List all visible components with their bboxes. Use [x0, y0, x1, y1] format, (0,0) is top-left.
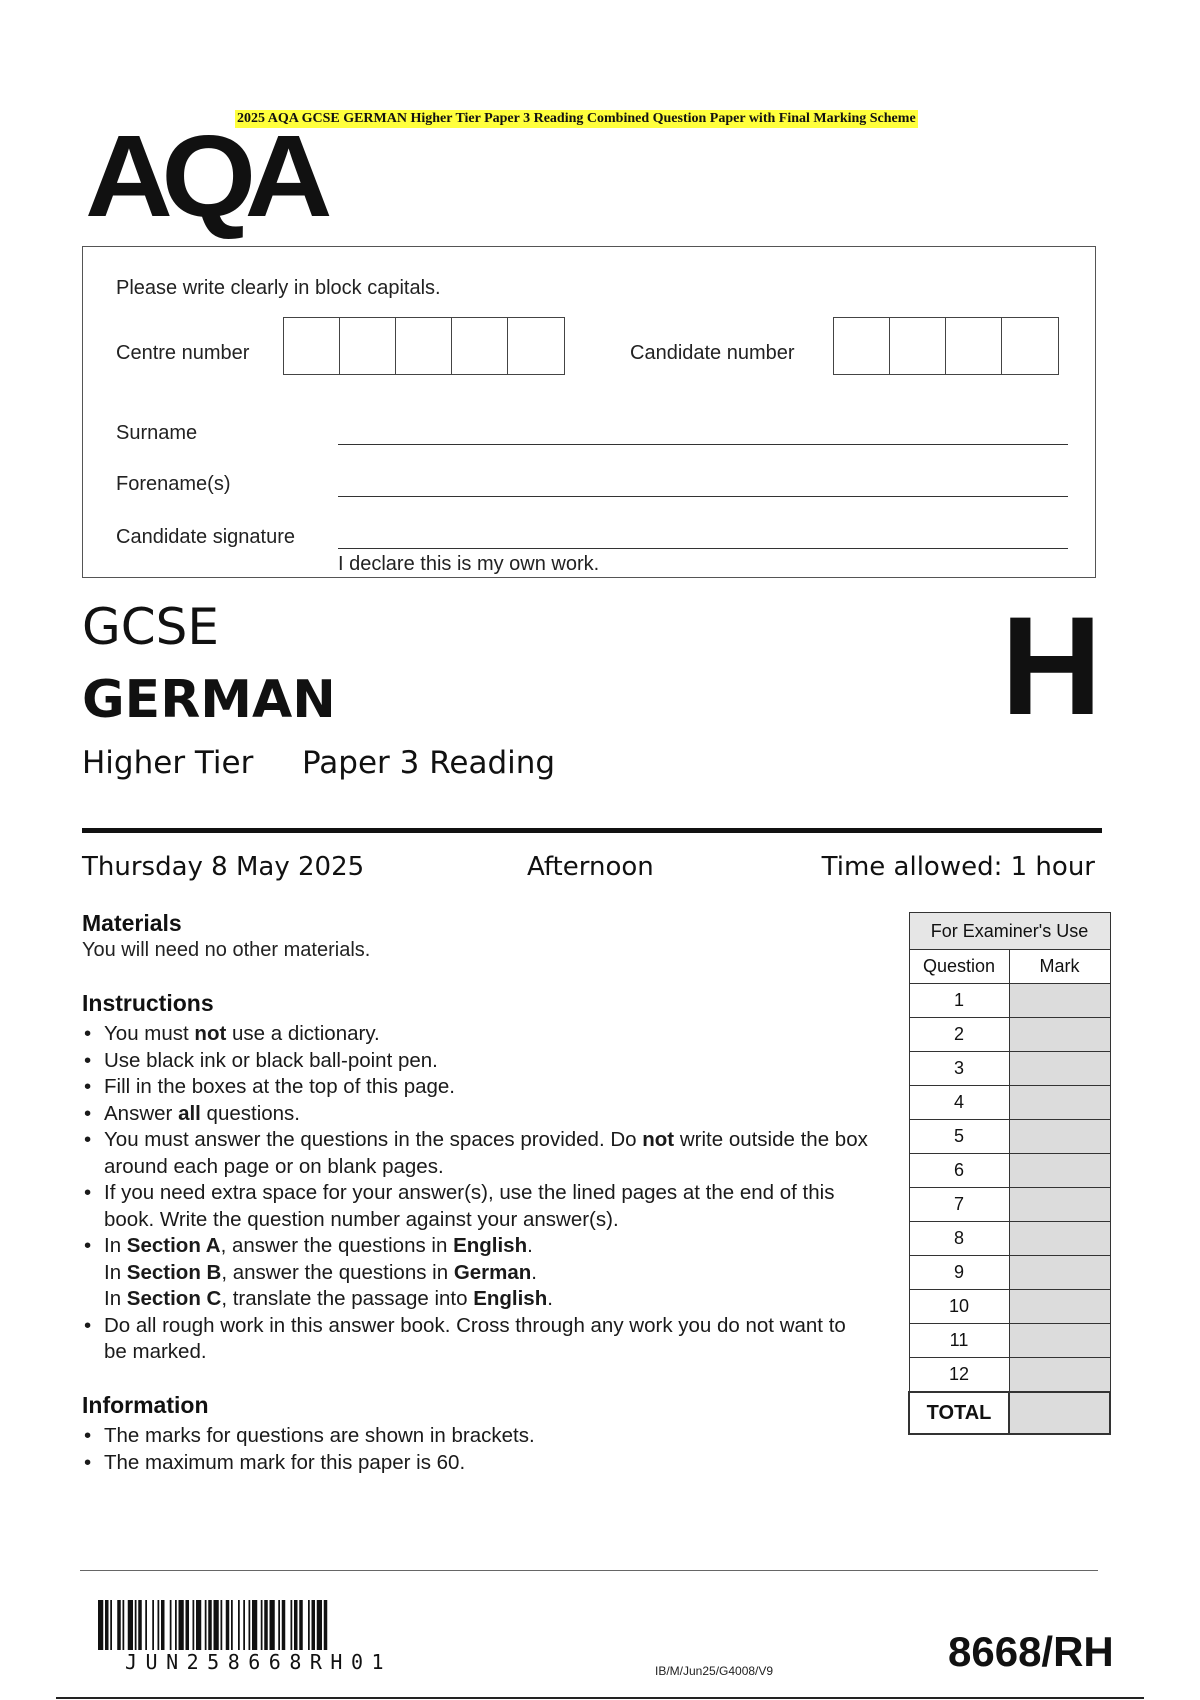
- tier-label: Higher Tier: [82, 745, 254, 781]
- mark-cell[interactable]: [1009, 1324, 1110, 1358]
- list-item: [82, 1180, 872, 1233]
- emphasis: Section A: [126, 1234, 221, 1257]
- exam-session: Afternoon: [527, 852, 654, 882]
- mark-cell[interactable]: [1009, 1086, 1110, 1120]
- surname-label: Surname: [116, 422, 198, 444]
- information-heading: Information: [82, 1392, 209, 1418]
- barcode-bar: [98, 1600, 103, 1650]
- centre-number-boxes[interactable]: [283, 317, 565, 375]
- barcode-bar: [214, 1600, 219, 1650]
- text: , answer the questions in: [221, 1260, 454, 1284]
- list-item: [82, 1074, 872, 1101]
- question-number: 7: [909, 1188, 1009, 1222]
- barcode-bar: [294, 1600, 298, 1650]
- barcode-bar: [145, 1600, 147, 1650]
- digit-box[interactable]: [452, 318, 508, 374]
- question-number: 11: [909, 1324, 1009, 1358]
- barcode-bar: [152, 1600, 154, 1650]
- barcode-bar: [312, 1600, 316, 1650]
- mark-cell[interactable]: [1009, 1052, 1110, 1086]
- centre-number-label: Centre number: [116, 342, 250, 364]
- section-c-instruction: [104, 1286, 872, 1313]
- table-row: [909, 1256, 1110, 1290]
- barcode-text: JUN258668RH01: [125, 1650, 393, 1674]
- examiner-table-title: For Examiner's Use: [909, 913, 1110, 950]
- total-mark-cell[interactable]: [1009, 1392, 1110, 1434]
- page-bottom-rule: [56, 1697, 1144, 1699]
- table-row: [909, 1120, 1110, 1154]
- title-divider: [82, 828, 1102, 833]
- table-row: [909, 1018, 1110, 1052]
- text: Fill in the boxes at the top of this page.: [104, 1075, 455, 1098]
- barcode-bar: [179, 1600, 184, 1650]
- barcode-bar: [252, 1600, 257, 1650]
- emphasis: not: [642, 1128, 675, 1151]
- emphasis: English: [453, 1234, 528, 1257]
- text: If you need extra space for your answer(s), use the lined pages at the end of this book. Write the question number against your answer(s).: [104, 1181, 835, 1231]
- digit-box[interactable]: [284, 318, 340, 374]
- text: .: [547, 1287, 553, 1310]
- forenames-label: Forename(s): [116, 473, 231, 495]
- barcode-bar: [208, 1600, 212, 1650]
- question-number: 10: [909, 1290, 1009, 1324]
- declaration-text: I declare this is my own work.: [338, 553, 600, 575]
- mark-cell[interactable]: [1009, 1222, 1110, 1256]
- text: Answer: [104, 1101, 179, 1125]
- mark-cell[interactable]: [1009, 1120, 1110, 1154]
- reference-code: IB/M/Jun25/G4008/V9: [655, 1664, 774, 1678]
- barcode-bar: [205, 1600, 207, 1650]
- list-item: • The maximum mark for this paper is 60.: [82, 1450, 872, 1477]
- barcode-bar: [278, 1600, 280, 1650]
- barcode-bar: [243, 1600, 245, 1650]
- information-section: [82, 1392, 872, 1476]
- barcode-bar: [175, 1600, 177, 1650]
- barcode-bar: [261, 1600, 263, 1650]
- table-row: [909, 1358, 1110, 1393]
- digit-box[interactable]: [946, 318, 1002, 374]
- question-number: 4: [909, 1086, 1009, 1120]
- text: write outside the box around each page or on blank pages.: [104, 1128, 868, 1178]
- barcode-bar: [186, 1600, 190, 1650]
- table-row: [909, 984, 1110, 1018]
- question-number: 8: [909, 1222, 1009, 1256]
- barcode-bar: [138, 1600, 142, 1650]
- text: .: [527, 1234, 533, 1257]
- barcode-bar: [324, 1600, 328, 1650]
- candidate-number-label: Candidate number: [630, 342, 795, 364]
- instructions-heading: Instructions: [82, 990, 214, 1016]
- barcode-bar: [231, 1600, 233, 1650]
- signature-label: Candidate signature: [116, 526, 296, 548]
- barcode-bar: [123, 1600, 125, 1650]
- subject-title: GERMAN: [82, 670, 336, 730]
- text: , translate the passage into: [221, 1287, 474, 1310]
- list-item: [82, 1313, 872, 1366]
- question-number: 9: [909, 1256, 1009, 1290]
- question-number: 1: [909, 984, 1009, 1018]
- text: You must answer the questions in the spaces provided. Do: [104, 1128, 643, 1151]
- text: Use black ink or black ball-point pen.: [104, 1048, 438, 1072]
- materials-section: [82, 910, 370, 962]
- list-item: [82, 1021, 872, 1048]
- emphasis: Section B: [126, 1260, 222, 1284]
- barcode-bar: [238, 1600, 240, 1650]
- barcode-bar: [158, 1600, 160, 1650]
- digit-box[interactable]: [834, 318, 890, 374]
- mark-cell[interactable]: [1009, 1290, 1110, 1324]
- barcode-bar: [317, 1600, 322, 1650]
- barcode-bar: [193, 1600, 195, 1650]
- aqa-logo: AQA: [85, 111, 322, 241]
- barcode-bar: [221, 1600, 223, 1650]
- barcode-bar: [282, 1600, 286, 1650]
- question-number: 3: [909, 1052, 1009, 1086]
- table-row: [909, 1188, 1110, 1222]
- time-allowed: Time allowed: 1 hour: [821, 852, 1095, 882]
- text: In: [104, 1260, 127, 1284]
- question-number: 2: [909, 1018, 1009, 1052]
- list-item-sections: [82, 1233, 872, 1313]
- list-item: • The marks for questions are shown in brackets.: [82, 1423, 872, 1450]
- information-list: [82, 1423, 872, 1476]
- barcode-bar: [128, 1600, 133, 1650]
- table-row: [909, 1324, 1110, 1358]
- footer-divider: [80, 1570, 1098, 1571]
- table-row: [909, 1052, 1110, 1086]
- list-item: [82, 1101, 872, 1128]
- digit-box[interactable]: [508, 318, 564, 374]
- section-a-instruction: [104, 1233, 872, 1260]
- barcode-bar: [105, 1600, 109, 1650]
- emphasis: English: [473, 1287, 548, 1310]
- barcode-bar: [117, 1600, 121, 1650]
- emphasis: all: [178, 1101, 201, 1125]
- barcode-bar: [161, 1600, 165, 1650]
- barcode-bar: [291, 1600, 293, 1650]
- barcode-bar: [264, 1600, 268, 1650]
- digit-box[interactable]: [340, 318, 396, 374]
- question-number: 6: [909, 1154, 1009, 1188]
- barcode-bar: [196, 1600, 201, 1650]
- materials-text: You will need no other materials.: [82, 939, 371, 961]
- text: You must: [104, 1022, 195, 1045]
- barcode-bar: [170, 1600, 172, 1650]
- text: , answer the questions in: [220, 1234, 454, 1257]
- candidate-number-boxes[interactable]: [833, 317, 1059, 375]
- document-title-banner: 2025 AQA GCSE GERMAN Higher Tier Paper 3 Reading Combined Question Paper with Final Marking Scheme: [237, 111, 916, 126]
- list-item: [82, 1048, 872, 1075]
- barcode-bar: [135, 1600, 137, 1650]
- table-row: [909, 1154, 1110, 1188]
- barcode-bar: [226, 1600, 230, 1650]
- emphasis: German: [453, 1260, 532, 1284]
- table-row: [909, 1222, 1110, 1256]
- tier-letter: H: [1000, 587, 1102, 744]
- mark-cell[interactable]: [1009, 1358, 1110, 1393]
- table-row: [909, 1290, 1110, 1324]
- qualification-title: GCSE: [82, 598, 219, 656]
- candidate-details-box: [82, 246, 1096, 578]
- section-b-instruction: [104, 1260, 872, 1287]
- list-item: [82, 1127, 872, 1180]
- barcode-bar: [270, 1600, 275, 1650]
- digit-box[interactable]: [890, 318, 946, 374]
- mark-cell[interactable]: [1009, 1256, 1110, 1290]
- text: questions.: [200, 1101, 301, 1125]
- mark-cell[interactable]: [1009, 1188, 1110, 1222]
- mark-cell[interactable]: [1009, 1154, 1110, 1188]
- text: In: [104, 1234, 127, 1257]
- examiner-use-table: [908, 912, 1111, 1435]
- barcode-bar: [110, 1600, 112, 1650]
- barcode-bar: [299, 1600, 303, 1650]
- text: .: [531, 1260, 537, 1284]
- materials-heading: Materials: [82, 910, 182, 936]
- emphasis: not: [194, 1022, 227, 1045]
- forenames-line[interactable]: [338, 496, 1068, 497]
- digit-box[interactable]: [1002, 318, 1058, 374]
- instructions-list: [82, 1021, 872, 1366]
- paper-code: 8668/RH: [948, 1628, 1114, 1675]
- barcode-bar: [308, 1600, 310, 1650]
- question-column-header: Question: [909, 950, 1009, 984]
- block-capitals-instruction: Please write clearly in block capitals.: [116, 277, 441, 299]
- exam-date: Thursday 8 May 2025: [82, 852, 365, 882]
- table-row: [909, 1086, 1110, 1120]
- question-number: 5: [909, 1120, 1009, 1154]
- mark-cell[interactable]: [1009, 1018, 1110, 1052]
- paper-label: Paper 3 Reading: [302, 745, 556, 781]
- mark-column-header: Mark: [1009, 950, 1110, 984]
- signature-line[interactable]: [338, 548, 1068, 549]
- text: In: [104, 1287, 127, 1310]
- surname-line[interactable]: [338, 444, 1068, 445]
- text: use a dictionary.: [226, 1022, 380, 1045]
- digit-box[interactable]: [396, 318, 452, 374]
- text: Do all rough work in this answer book. Cross through any work you do not want to be marked.: [104, 1313, 846, 1363]
- instructions-section: [82, 990, 872, 1366]
- question-number: 12: [909, 1358, 1009, 1393]
- emphasis: Section C: [126, 1287, 222, 1310]
- mark-cell[interactable]: [1009, 984, 1110, 1018]
- total-label: TOTAL: [909, 1392, 1009, 1434]
- barcode-bar: [249, 1600, 251, 1650]
- barcode: [98, 1600, 508, 1650]
